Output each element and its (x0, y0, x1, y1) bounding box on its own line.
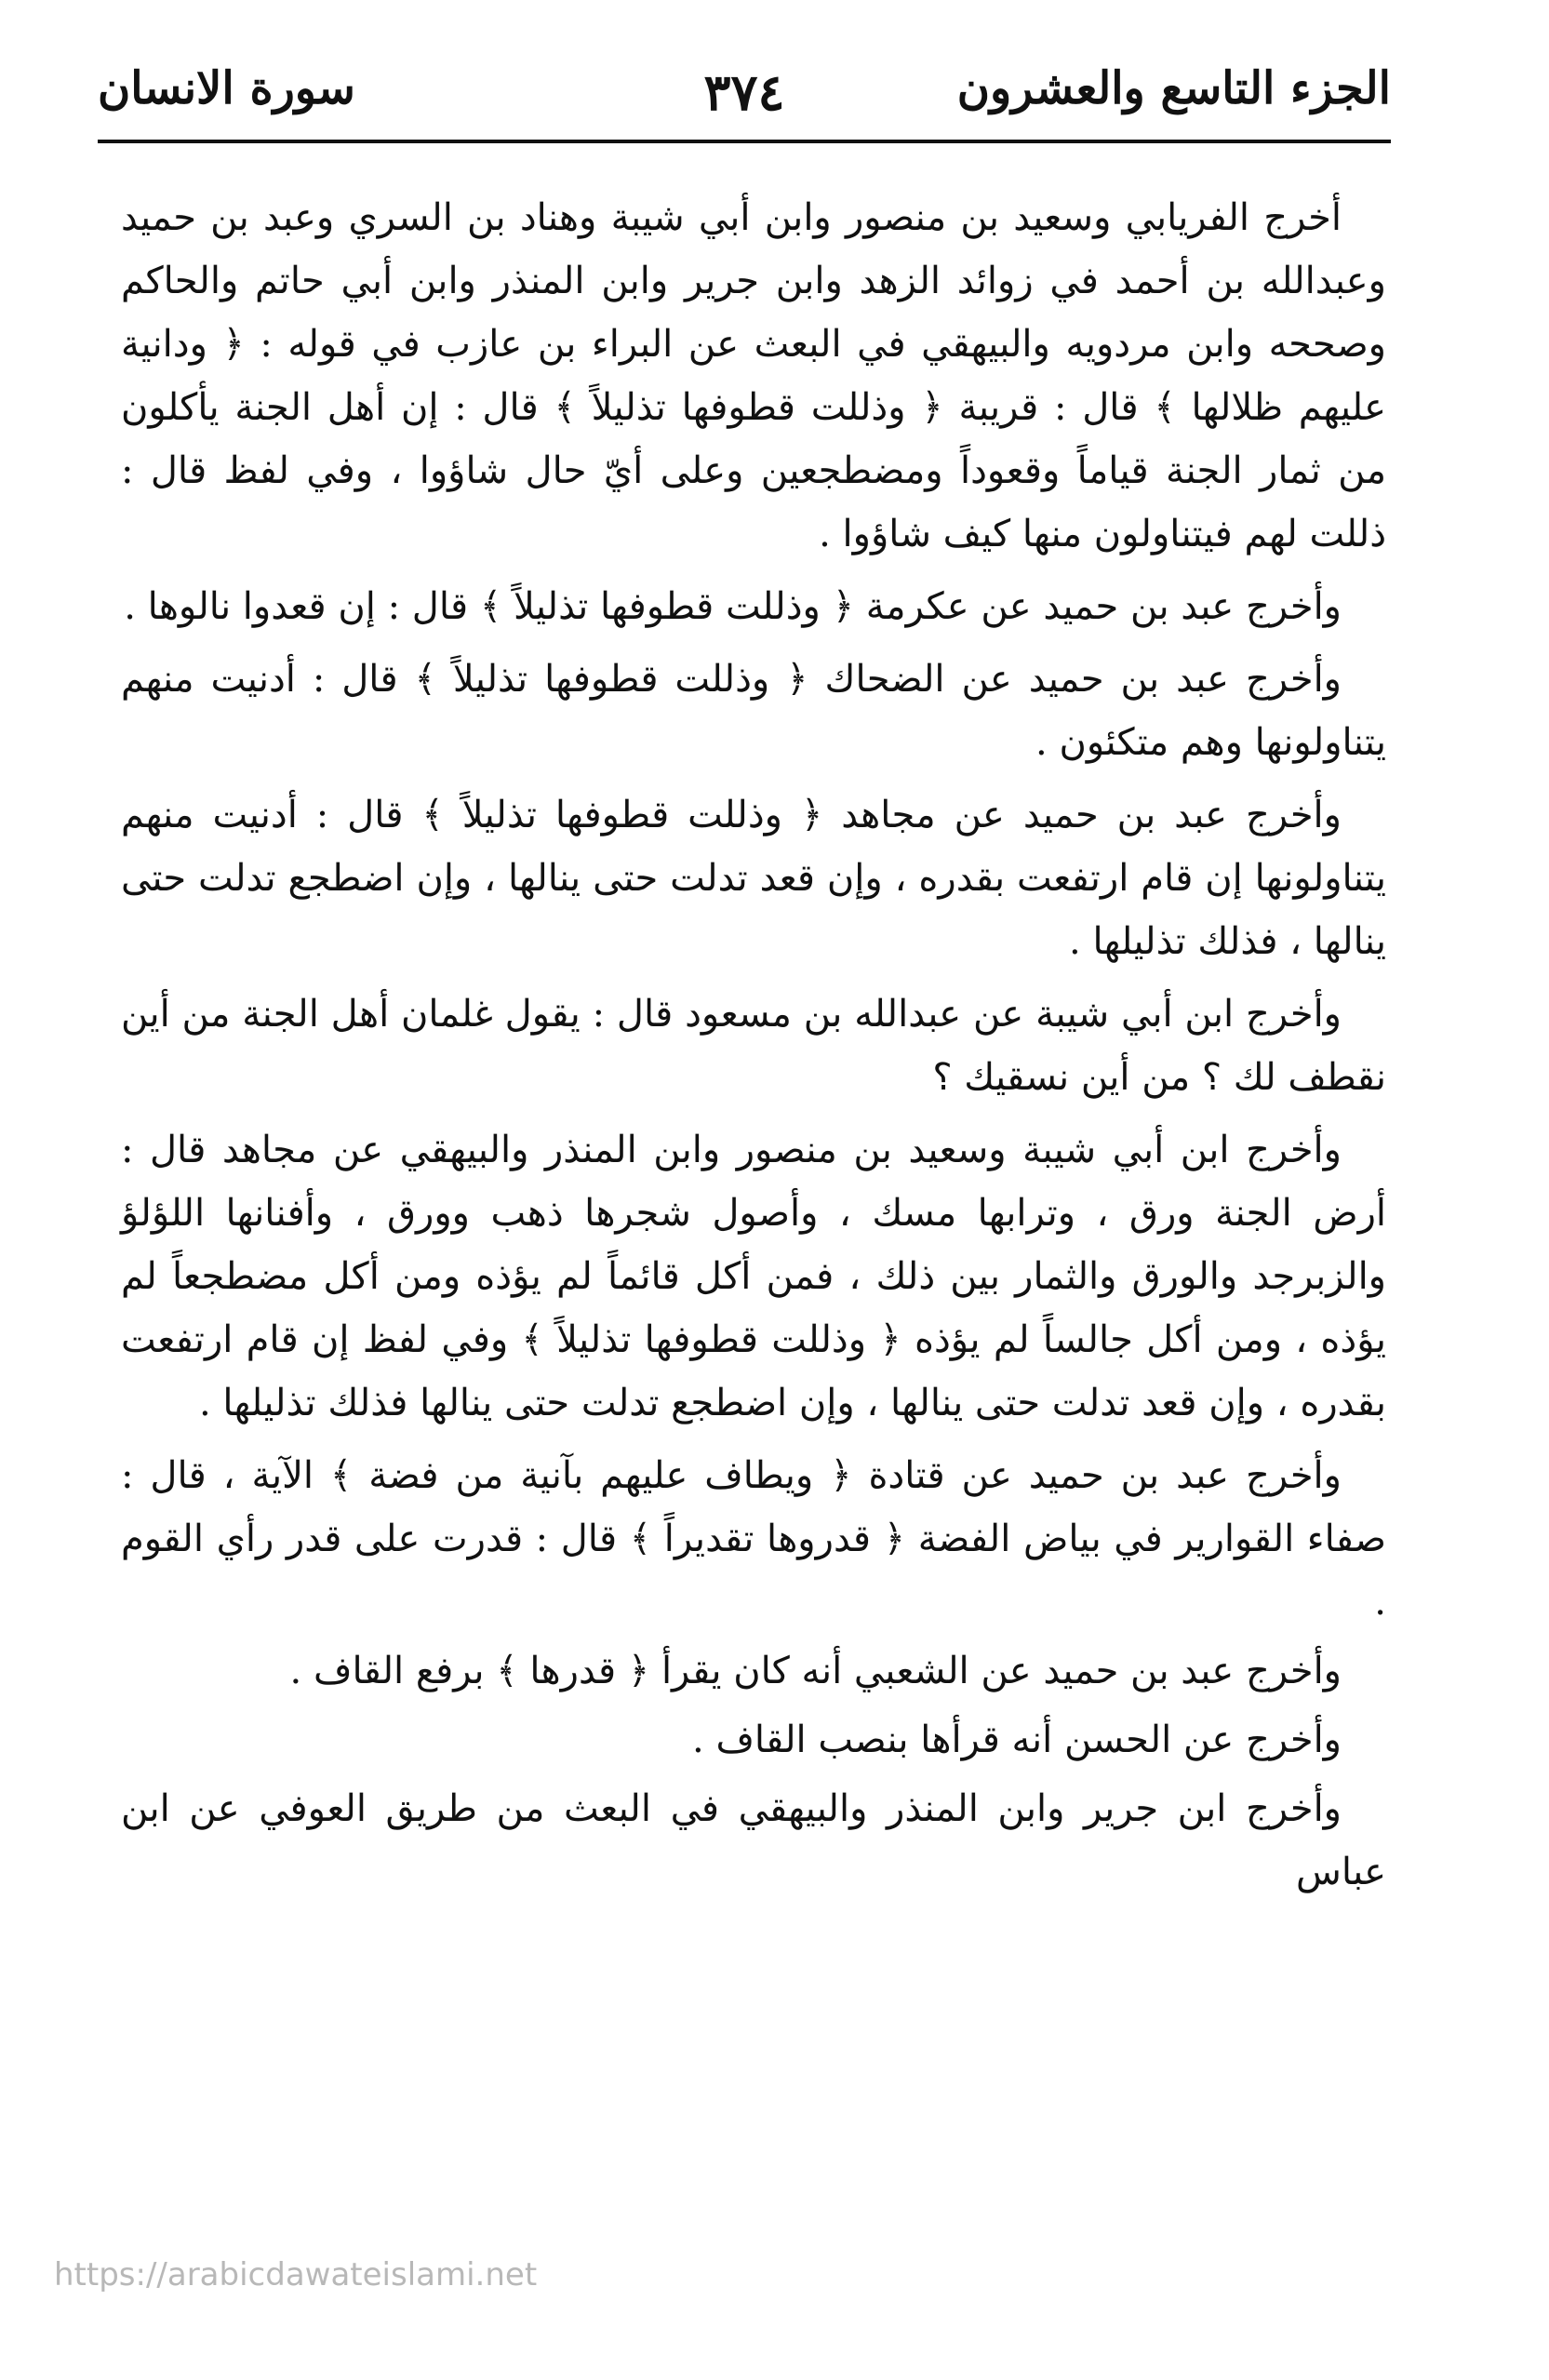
header-rule (98, 140, 1391, 143)
paragraph: وأخرج عبد بن حميد عن قتادة ﴿ ويطاف عليهم بآنية من فضة ﴾ الآية ، قال : صفاء القوارير في بياض الفضة ﴿ قدروها تقديراً ﴾ قال : قدرت على قدر رأي القوم . (121, 1454, 1386, 1624)
watermark-url: https://arabicdawateislami.net (54, 2256, 538, 2293)
page-header (98, 51, 1391, 135)
page-number: ٣٧٤ (703, 62, 785, 122)
paragraph: وأخرج عبد بن حميد عن عكرمة ﴿ وذللت قطوفها تذليلاً ﴾ قال : إن قعدوا نالوها . (124, 585, 1342, 628)
paragraph: أخرج الفريابي وسعيد بن منصور وابن أبي شيبة وهناد بن السري وعبد بن حميد وعبدالله بن أحمد في زوائد الزهد وابن جرير وابن المنذر وابن أبي حاتم والحاكم وصححه وابن مردويه والبيهقي في البعث عن البراء بن عازب في قوله : ﴿ ودانية عليهم ظلالها ﴾ قال : قريبة ﴿ وذللت قطوفها تذليلاً ﴾ قال : إن أهل الجنة يأكلون من ثمار الجنة قياماً وقعوداً ومضطجعين وعلى أيّ حال شاؤوا ، وفي لفظ قال : ذللت لهم فيتناولون منها كيف شاؤوا . (121, 196, 1386, 555)
paragraph: وأخرج ابن جرير وابن المنذر والبيهقي في البعث من طريق العوفي عن ابن عباس (121, 1787, 1386, 1893)
surah-title: سورة الانسان (98, 62, 355, 114)
paragraph: وأخرج عن الحسن أنه قرأها بنصب القاف . (692, 1718, 1342, 1761)
paragraph: وأخرج عبد بن حميد عن مجاهد ﴿ وذللت قطوفها تذليلاً ﴾ قال : أدنيت منهم يتناولونها إن قام ارتفعت بقدره ، وإن قعد تدلت حتى ينالها ، وإن اضطجع تدلت حتى ينالها ، فذلك تذليلها . (121, 794, 1386, 963)
paragraph: وأخرج عبد بن حميد عن الضحاك ﴿ وذللت قطوفها تذليلاً ﴾ قال : أدنيت منهم يتناولونها وهم متكئون . (121, 658, 1386, 764)
part-title: الجزء التاسع والعشرون (956, 62, 1391, 114)
paragraph: وأخرج ابن أبي شيبة عن عبدالله بن مسعود قال : يقول غلمان أهل الجنة من أين نقطف لك ؟ من أين نسقيك ؟ (121, 993, 1386, 1099)
paragraph: وأخرج عبد بن حميد عن الشعبي أنه كان يقرأ ﴿ قدرها ﴾ برفع القاف . (289, 1650, 1342, 1692)
page-body (121, 186, 1386, 1909)
paragraph: وأخرج ابن أبي شيبة وسعيد بن منصور وابن المنذر والبيهقي عن مجاهد قال : أرض الجنة ورق ، وترابها مسك ، وأصول شجرها ذهب وورق ، وأفنانها اللؤلؤ والزبرجد والورق والثمار بين ذلك ، فمن أكل قائماً لم يؤذه ومن أكل مضطجعاً لم يؤذه ، ومن أكل جالساً لم يؤذه ﴿ وذللت قطوفها تذليلاً ﴾ وفي لفظ إن قام ارتفعت بقدره ، وإن قعد تدلت حتى ينالها ، وإن اضطجع تدلت حتى ينالها فذلك تذليلها . (121, 1129, 1386, 1424)
